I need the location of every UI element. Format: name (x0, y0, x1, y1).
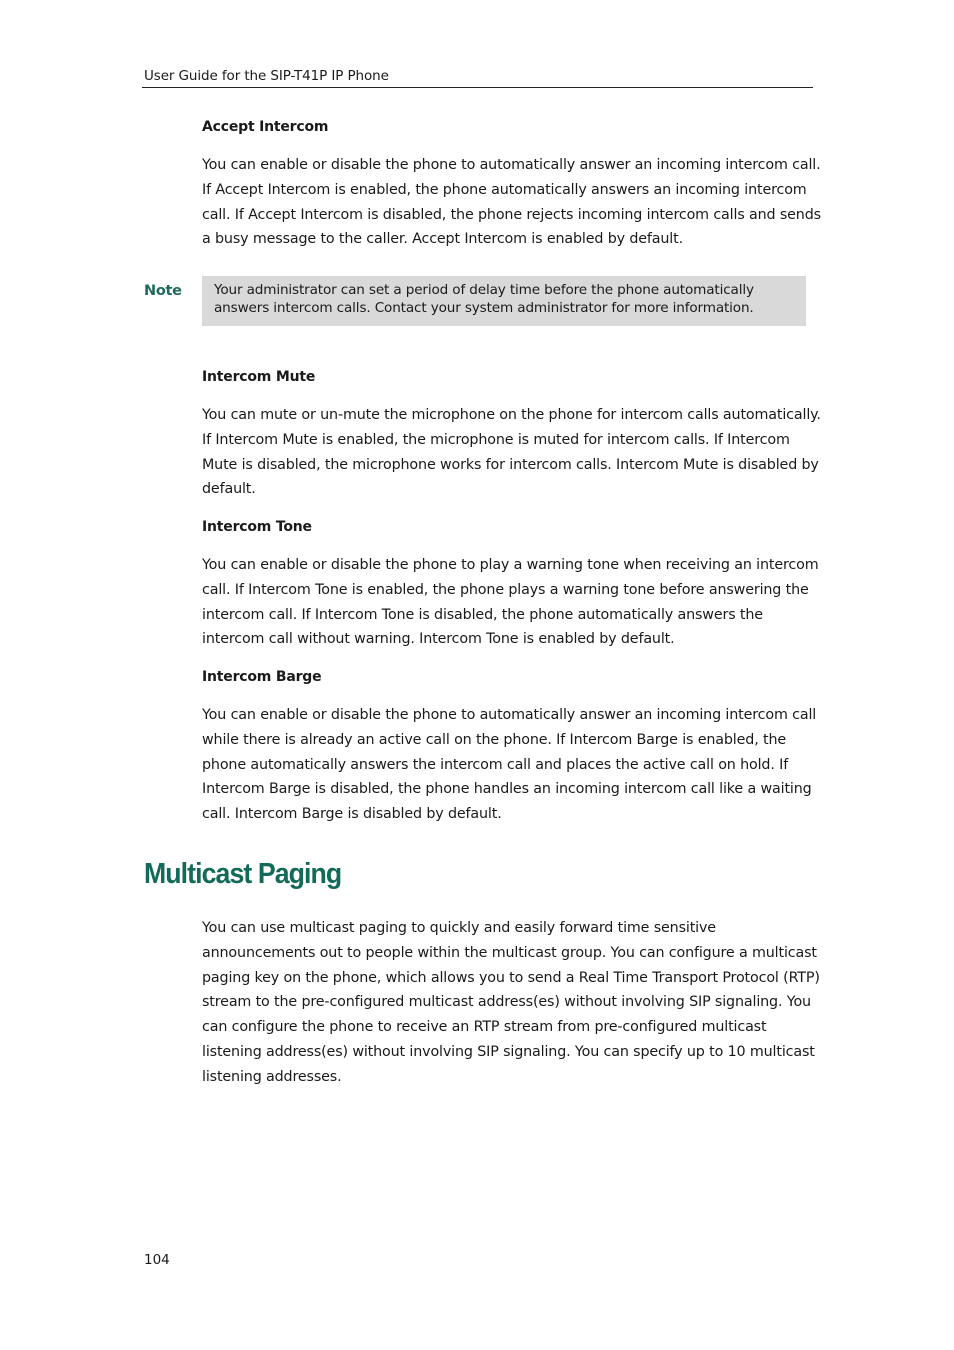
intercom-tone-paragraph: You can enable or disable the phone to play a warning tone when receiving an intercom call. If Intercom Tone is enabled, the phone plays a warning tone before answering the intercom call. If Intercom Tone is disabled, the phone automatically answers the intercom call without warning. Intercom Tone is enabled by default. (202, 557, 819, 648)
intercom-mute-heading: Intercom Mute (202, 369, 316, 385)
accept-intercom-paragraph: You can enable or disable the phone to automatically answer an incoming intercom call. If Accept Intercom is enabled, the phone automatically answers an incoming intercom call. If Accept Intercom is disabled, the phone rejects incoming intercom calls and sends a busy message to the caller. Accept Intercom is enabled by default. (202, 157, 821, 248)
intercom-tone-heading: Intercom Tone (202, 519, 312, 535)
intercom-mute-paragraph: You can mute or un-mute the microphone on the phone for intercom calls automatically. If Intercom Mute is enabled, the microphone is muted for intercom calls. If Intercom Mute is disabled, the microphone works for intercom calls. Intercom Mute is disabled by default. (202, 407, 821, 498)
note-box (202, 276, 806, 326)
page-number: 104 (144, 1252, 170, 1268)
multicast-paging-paragraph: You can use multicast paging to quickly and easily forward time sensitive announcements out to people within the multicast group. You can configure a multicast paging key on the phone, which allows you to send a Real Time Transport Protocol (RTP) stream to the pre-configured multicast address(es) without involving SIP signaling. You can configure the phone to receive an RTP stream from pre-configured multicast listening address(es) without involving SIP signaling. You can specify up to 10 multicast listening addresses. (202, 920, 820, 1085)
section-title-multicast-paging: Multicast Paging (144, 858, 342, 890)
running-header: User Guide for the SIP-T41P IP Phone (144, 68, 389, 84)
intercom-barge-heading: Intercom Barge (202, 669, 322, 685)
accept-intercom-heading: Accept Intercom (202, 119, 329, 135)
intercom-barge-paragraph: You can enable or disable the phone to automatically answer an incoming intercom call while there is already an active call on the phone. If Intercom Barge is enabled, the phone automatically answers the intercom call and places the active call on hold. If Intercom Barge is disabled, the phone handles an incoming intercom call like a waiting call. Intercom Barge is disabled by default. (202, 707, 817, 823)
note-text: Your administrator can set a period of delay time before the phone automatically answers intercom calls. Contact your system administrator for more information. (214, 282, 754, 316)
header-divider (142, 87, 813, 88)
note-label: Note (144, 283, 182, 299)
